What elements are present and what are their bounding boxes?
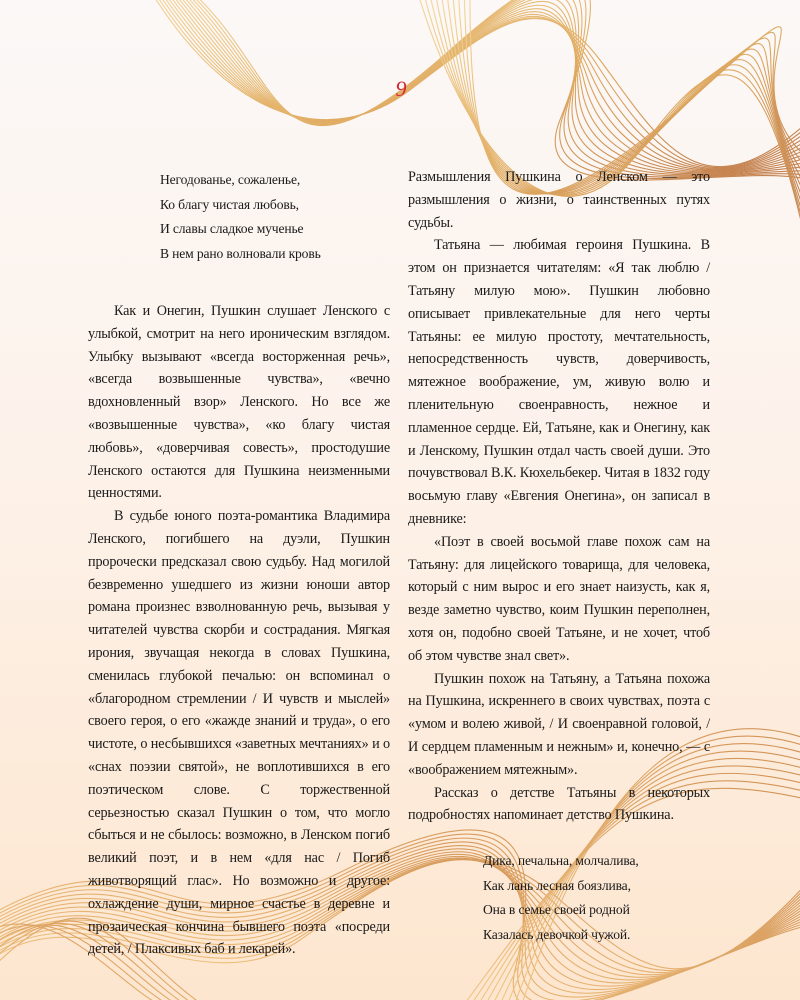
verse-line: Дика, печальна, молчалива, — [483, 853, 639, 869]
wave-line — [175, 0, 800, 174]
verse-line: Казалась девочкой чужой. — [483, 926, 631, 942]
wave-line — [172, 0, 800, 173]
verse-line: Она в семье своей родной — [483, 902, 630, 918]
paragraph: Татьяна — любимая героиня Пушкина. В этом он признается читателям: «Я так люблю / Татьяну милую мою». Пушкин любовно описывает привлекательные для него черты Татьяны: ее милую простоту, мечтательность, непосредственность чувств, доверчивость, мятежное воображение, ум, живую волю и пленительную своенравность, нежное и пламенное сердце. Ей, Татьяне, как и Онегину, как и Ленскому, Пушкин отдал часть своей души. Это почувствовал В.К. Кюхельбекер. Читая в 1832 году восьмую главу «Евгения Онегина», он записал в дневнике: — [408, 237, 710, 527]
paragraph: Как и Онегин, Пушкин слушает Ленского с улыбкой, смотрит на него ироническим взглядом. Улыбку вызывают «всегда восторженная речь», «всегда возвышенные чувства», «вечно вдохновленный взор» Ленского. Но все же «возвышенные чувства», «ко благу чистая любовь», «доверчивая совесть», простодушие Ленского остаются для Пушкина неизменными ценностями. — [88, 303, 390, 502]
verse-line: Ко благу чистая любовь, — [160, 196, 299, 212]
wave-line — [150, 0, 800, 167]
wave-line — [181, 0, 800, 176]
verse-right — [408, 849, 710, 947]
wave-line — [159, 0, 800, 169]
wave-line — [178, 0, 800, 175]
paragraph-quote: «Поэт в своей восьмой главе похож сам на Татьяну: для лицейского товарища, для человека, который с ним вырос и его знает наизусть, как я, везде заметно чувство, коим Пушкин переполнен, хотя он, подобно своей Татьяне, и не хочет, чтоб об этом чувстве знал свет». — [408, 533, 710, 664]
wave-line — [184, 0, 800, 177]
verse-line: Как лань лесная боязлива, — [483, 877, 631, 893]
paragraph: Размышления Пушкина о Ленском — это размышления о жизни, о таинственных путях судьбы. — [408, 169, 710, 231]
verse-line: В нем рано волновали кровь — [160, 245, 321, 261]
wave-line — [190, 0, 800, 180]
verse-line: И славы сладкое мученье — [160, 221, 304, 236]
paragraph: Рассказ о детстве Татьяны в некоторых подробностях напоминает детство Пушкина. — [408, 784, 710, 824]
verse-left — [88, 168, 390, 266]
wave-line — [453, 0, 800, 194]
wave-line — [168, 0, 800, 172]
paragraph: В судьбе юного поэта-романтика Владимира Ленского, погибшего на дуэли, Пушкин пророчески предсказал свою судьбу. Над могилой безвременно ушедшего из жизни юноши автор романа произнес взволнованную речь, вызывая у читателей чувства скорби и сострадания. Мягкая ирония, звучащая некогда в словах Пушкина, сменилась глубокой печалью: он вспоминал о «благородном стремлении / И чувств и мыслей» своего героя, о его «жажде знаний и труда», о его чистоте, о несбывшихся «заветных мечтаниях» и о «снах поэзии святой», не воплотившихся в его поэтическом слове. С торжественной серьезностью сказал Пушкин о том, что могло сбыться и не сбылось: возможно, в Ленском погиб великий поэт, и в нем «для нас / Погиб животворящий глас». Но возможно и другое: охлаждение души, мирное счастье в деревне и прозаическая кончина бывшего поэта «посреди детей, / Плаксивых баб и лекарей». — [88, 508, 390, 958]
wave-line — [156, 0, 800, 168]
page-number: 9 — [395, 76, 407, 101]
wave-line — [165, 0, 800, 171]
wave-line — [153, 0, 800, 168]
wave-line — [162, 0, 800, 170]
verse-line: Негодованье, сожаленье, — [160, 172, 301, 187]
right-column — [408, 166, 710, 947]
wave-line — [459, 0, 800, 194]
wave-line — [464, 0, 800, 194]
wave-line — [187, 0, 800, 178]
paragraph: Пушкин похож на Татьяну, а Татьяна похожа на Пушкина, искреннего в своих чувствах, поэта с «умом и волею живой, / И своенравной головой, / И сердцем пламенным и нежным» и, конечно, — с «воображением мятежным». — [408, 670, 710, 778]
left-column — [88, 168, 390, 961]
